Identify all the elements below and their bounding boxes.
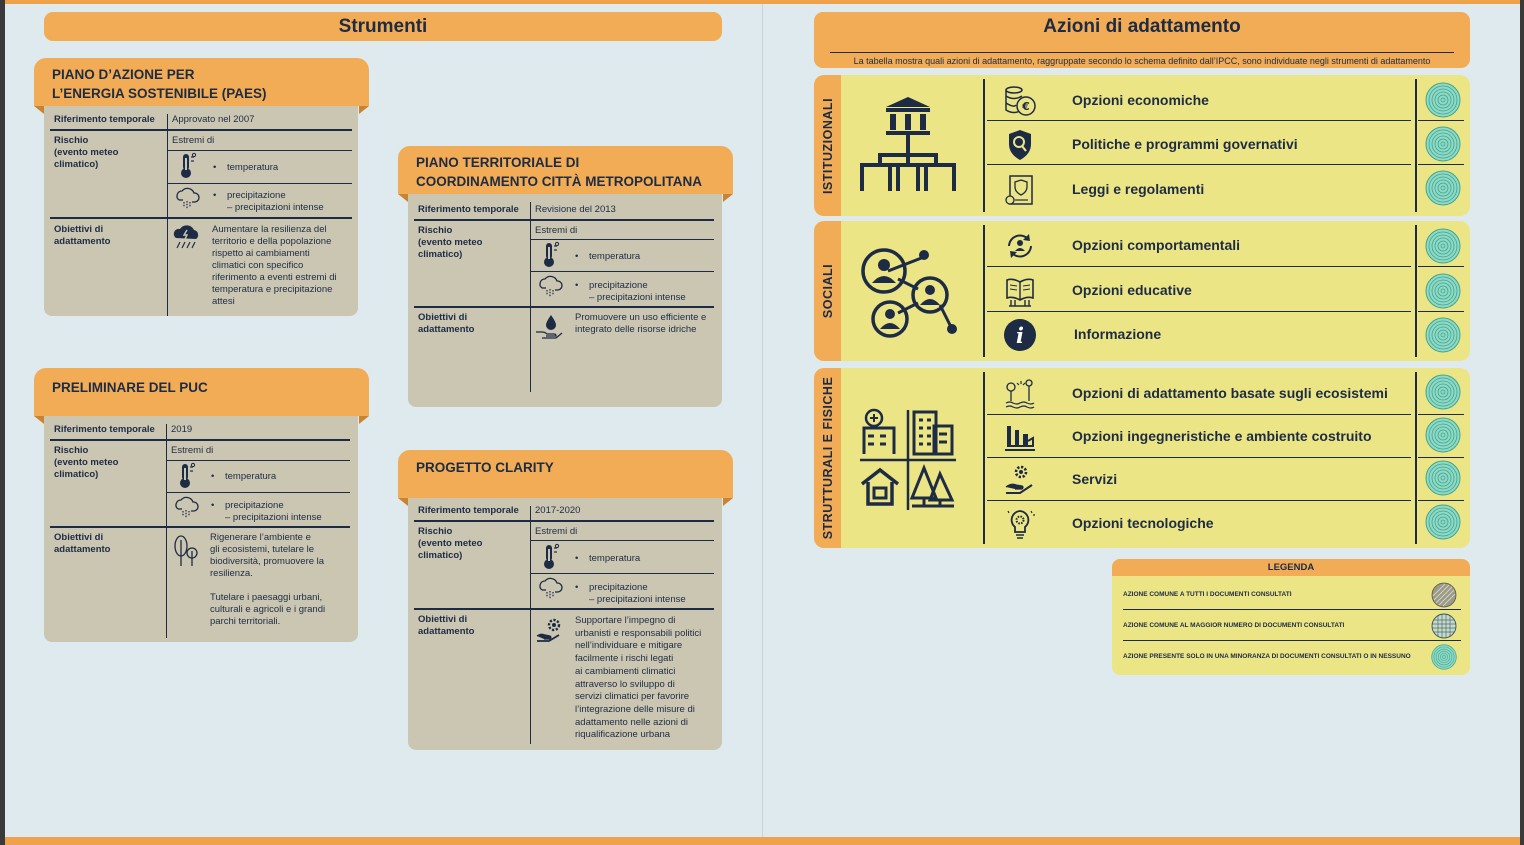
precipitazione-item: • precipitazione	[589, 582, 648, 594]
rischio-label: Rischio (evento meteo climatico)	[418, 526, 483, 561]
svg-text:i: i	[1016, 323, 1024, 348]
concentric-rings-icon	[1431, 644, 1457, 670]
card-paes-title-line1: PIANO D’AZIONE PER	[52, 67, 195, 82]
behaviour-cycle-icon	[1003, 229, 1037, 263]
precipitazioni-intense-item: – precipitazioni intense	[589, 594, 686, 605]
card-paes-obiettivi: Aumentare la resilienza del territorio e della popolazione rispetto ai cambiamenti climatici con specifico riferimento a eventi estremi di temperatura e precipitazione attesi	[212, 224, 337, 307]
precipitazioni-intense-item: – precipitazioni intense	[589, 292, 686, 303]
action-label: Opzioni di adattamento basate sugli ecosistemi	[1072, 385, 1388, 401]
rischio-label: Rischio (evento meteo climatico)	[418, 225, 483, 260]
hand-gear-icon	[535, 616, 565, 644]
estremi-label: Estremi di	[172, 135, 215, 146]
card-ptcm-body	[408, 194, 722, 407]
title-rule	[830, 52, 1454, 53]
card-clarity-header	[398, 450, 733, 498]
action-opzioni-educative	[987, 272, 1411, 308]
obiettivi-label: Obiettivi di adattamento	[418, 614, 475, 637]
action-label: Leggi e regolamenti	[1072, 181, 1205, 197]
obiettivi-label: Obiettivi di adattamento	[418, 312, 475, 335]
trees-icon	[171, 534, 201, 568]
card-clarity	[398, 450, 733, 750]
card-ptcm-obiettivi: Promuovere un uso efficiente e integrato delle risorse idriche	[575, 312, 707, 335]
action-label: Opzioni tecnologiche	[1072, 515, 1214, 531]
card-ptcm-header	[398, 146, 733, 194]
card-ptcm-title-line1: PIANO TERRITORIALE DI	[416, 155, 580, 170]
card-clarity-body	[408, 498, 722, 750]
legend-ring-icon	[1425, 374, 1461, 410]
legend-ring-icon	[1425, 82, 1461, 118]
group-istituzionali	[814, 75, 1470, 216]
legend-item-label: AZIONE COMUNE AL MAGGIOR NUMERO DI DOCUMENTI CONSULTATI	[1123, 622, 1345, 629]
obiettivi-label: Obiettivi di adattamento	[54, 224, 111, 247]
coins-euro-icon	[1003, 84, 1037, 118]
strumenti-title: Strumenti	[44, 12, 722, 41]
law-document-icon	[1003, 173, 1037, 207]
storm-cloud-icon	[172, 222, 202, 250]
action-servizi	[987, 461, 1411, 497]
temperatura-item: • temperatura	[589, 251, 640, 263]
action-opzioni-comportamentali	[987, 227, 1411, 263]
page-divider	[762, 4, 763, 837]
card-clarity-title: PROGETTO CLARITY	[416, 460, 554, 475]
rain-cloud-icon	[535, 273, 565, 301]
legend-title: LEGENDA	[1112, 559, 1470, 576]
hand-gear-icon	[1003, 463, 1037, 497]
social-network-icon	[858, 243, 962, 343]
legend-item-label: AZIONE PRESENTE SOLO IN UNA MINORANZA DI DOCUMENTI CONSULTATI O IN NESSUNO	[1123, 653, 1411, 660]
legend-item-minority	[1123, 642, 1459, 671]
hatched-circle-icon	[1431, 582, 1457, 608]
legend-ring-icon	[1425, 317, 1461, 353]
action-ingegneristiche	[987, 418, 1411, 454]
legend-ring-icon	[1425, 126, 1461, 162]
action-label: Opzioni educative	[1072, 282, 1192, 298]
card-ptcm-riferimento: Revisione del 2013	[535, 204, 616, 215]
water-hand-icon	[534, 312, 564, 340]
riferimento-label: Riferimento temporale	[54, 424, 155, 435]
card-puc-body	[44, 416, 358, 642]
open-book-icon	[1003, 274, 1037, 308]
group-tab-sociali: SOCIALI	[814, 221, 841, 361]
card-puc-obiettivi: Rigenerare l’ambiente e gli ecosistemi, tutelare le biodiversità, promuovere la resilienza. Tutelare i paesaggi urbani, culturali e agricoli e i grandi parchi territoriali.	[210, 532, 326, 627]
card-puc-title: PRELIMINARE DEL PUC	[52, 380, 208, 395]
temperatura-item: • temperatura	[225, 471, 276, 483]
action-label: Servizi	[1072, 471, 1118, 487]
legend-ring-icon	[1425, 228, 1461, 264]
rain-cloud-icon	[171, 494, 201, 522]
card-ptcm-title-line2: COORDINAMENTO CITTÀ METROPOLITANA	[416, 174, 702, 189]
svg-text:€: €	[1022, 100, 1030, 113]
lightbulb-gear-icon	[1003, 507, 1037, 541]
rain-cloud-icon	[535, 575, 565, 603]
group-tab-istituzionali: ISTITUZIONALI	[814, 75, 841, 216]
temperatura-item: • temperatura	[589, 553, 640, 565]
obiettivi-label: Obiettivi di adattamento	[54, 532, 111, 555]
azioni-title: Azioni di adattamento	[1043, 16, 1241, 37]
card-clarity-riferimento: 2017-2020	[535, 505, 581, 516]
thermometer-icon	[535, 241, 565, 269]
legend-item-label: AZIONE COMUNE A TUTTI I DOCUMENTI CONSULTATI	[1123, 591, 1292, 598]
card-paes-riferimento: Approvato nel 2007	[172, 114, 255, 125]
card-paes-body	[44, 106, 358, 316]
legend-ring-icon	[1425, 170, 1461, 206]
legend-ring-icon	[1425, 460, 1461, 496]
institution-hierarchy-icon	[858, 95, 958, 195]
legend-box	[1112, 559, 1470, 675]
left-frame-edge	[0, 0, 5, 845]
legend-ring-icon	[1425, 417, 1461, 453]
card-ptcm	[398, 146, 733, 407]
azioni-title-banner	[814, 12, 1470, 68]
action-politiche-programmi	[987, 126, 1411, 162]
card-puc-riferimento: 2019	[171, 424, 193, 435]
legend-item-most	[1123, 611, 1459, 640]
riferimento-label: Riferimento temporale	[54, 114, 155, 125]
action-label: Opzioni comportamentali	[1072, 237, 1241, 253]
factory-icon	[1003, 420, 1037, 454]
action-label: Opzioni ingegneristiche e ambiente costruito	[1072, 428, 1372, 444]
card-paes-title-line2: L’ENERGIA SOSTENIBILE (PAES)	[52, 86, 267, 101]
rischio-label: Rischio (evento meteo climatico)	[54, 135, 119, 170]
action-label: Opzioni economiche	[1072, 92, 1209, 108]
right-frame-edge	[1520, 0, 1524, 845]
action-label: Informazione	[1074, 326, 1162, 342]
precipitazione-item: • precipitazione	[589, 280, 648, 292]
precipitazioni-intense-item: – precipitazioni intense	[225, 512, 322, 523]
buildings-icon	[858, 408, 958, 512]
shield-search-icon	[1003, 128, 1037, 162]
estremi-label: Estremi di	[535, 225, 578, 236]
action-label: Politiche e programmi governativi	[1072, 136, 1298, 152]
group-sociali	[814, 221, 1470, 361]
azioni-subtitle: La tabella mostra quali azioni di adattamento, raggruppate secondo lo schema definito dall’IPCC, sono individuate negli strumenti di adattamento	[853, 56, 1431, 66]
action-leggi-regolamenti	[987, 171, 1411, 207]
estremi-label: Estremi di	[535, 526, 578, 537]
group-tab-strutturali: STRUTTURALI E FISICHE	[814, 368, 841, 548]
riferimento-label: Riferimento temporale	[418, 505, 519, 516]
action-informazione	[987, 316, 1411, 352]
rain-cloud-icon	[172, 185, 202, 213]
legend-ring-icon	[1425, 504, 1461, 540]
action-opzioni-economiche	[987, 82, 1411, 118]
precipitazione-item: • precipitazione	[225, 500, 284, 512]
thermometer-icon	[172, 152, 202, 180]
info-icon	[1003, 318, 1037, 352]
estremi-label: Estremi di	[171, 445, 214, 456]
card-paes	[34, 58, 369, 316]
legend-item-all	[1123, 580, 1459, 609]
legend-ring-icon	[1425, 273, 1461, 309]
card-puc	[34, 368, 369, 642]
temperatura-item: • temperatura	[227, 162, 278, 174]
rischio-label: Rischio (evento meteo climatico)	[54, 445, 119, 480]
bottom-accent-strip	[5, 837, 1520, 845]
riferimento-label: Riferimento temporale	[418, 204, 519, 215]
precipitazione-item: • precipitazione	[227, 190, 286, 202]
action-tecnologiche	[987, 505, 1411, 541]
thermometer-icon	[171, 462, 201, 490]
precipitazioni-intense-item: – precipitazioni intense	[227, 202, 324, 213]
thermometer-icon	[535, 543, 565, 571]
group-strutturali-fisiche	[814, 368, 1470, 548]
ecosystem-icon	[1003, 377, 1037, 411]
grid-circle-icon	[1431, 613, 1457, 639]
action-ecosistemi	[987, 375, 1411, 411]
card-paes-header	[34, 58, 369, 106]
card-clarity-obiettivi: Supportare l’impegno di urbanisti e responsabili politici nell’individuare e mitigare facilmente i rischi legati ai cambiamenti climatici attraverso lo sviluppo di servizi climatici per favorire l’integrazione delle misure di adattamento nelle azioni di riqualificazione urbana	[575, 615, 702, 741]
card-puc-header	[34, 368, 369, 416]
